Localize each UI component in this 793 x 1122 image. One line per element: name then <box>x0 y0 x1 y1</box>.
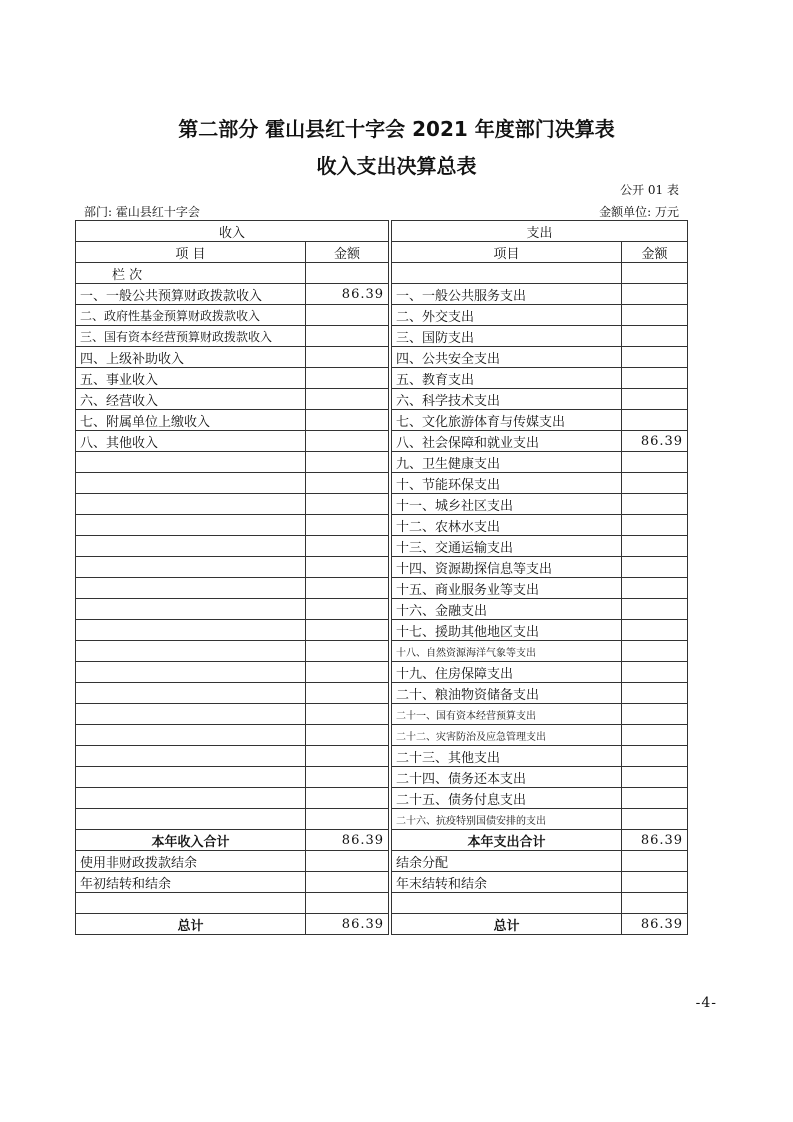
expense-item-cell: 十六、金融支出 <box>392 599 622 620</box>
income-item-cell <box>76 536 306 557</box>
table-row <box>76 788 688 809</box>
expense-amount-cell <box>622 536 688 557</box>
income-item-cell <box>76 662 306 683</box>
column-index-label: 栏 次 <box>76 263 306 284</box>
expense-amount-cell <box>622 494 688 515</box>
expense-amount-cell <box>622 326 688 347</box>
expense-amount-cell <box>622 788 688 809</box>
income-item-cell <box>76 809 306 830</box>
income-amount-cell <box>306 389 389 410</box>
expense-item-cell: 十七、援助其他地区支出 <box>392 620 622 641</box>
nonfiscal-balance-label: 使用非财政拨款结余 <box>76 851 306 872</box>
table-row <box>76 410 688 431</box>
expense-item-cell: 十二、农林水支出 <box>392 515 622 536</box>
expense-item-cell: 二十、粮油物资储备支出 <box>392 683 622 704</box>
income-amount-cell <box>306 725 389 746</box>
income-item-cell: 五、事业收入 <box>76 368 306 389</box>
income-amount-cell <box>306 557 389 578</box>
table-row <box>76 284 688 305</box>
column-header-row <box>76 242 688 263</box>
expense-item-cell: 四、公共安全支出 <box>392 347 622 368</box>
income-amount-cell <box>306 578 389 599</box>
table-row <box>76 662 688 683</box>
table-row <box>76 389 688 410</box>
income-amount-cell <box>306 809 389 830</box>
table-row <box>76 767 688 788</box>
expense-item-cell: 六、科学技术支出 <box>392 389 622 410</box>
income-item-cell <box>76 704 306 725</box>
table-row <box>76 515 688 536</box>
expense-item-cell: 七、文化旅游体育与传媒支出 <box>392 410 622 431</box>
income-item-cell <box>76 473 306 494</box>
expense-item-cell: 八、社会保障和就业支出 <box>392 431 622 452</box>
expense-header: 支出 <box>392 221 688 242</box>
income-item-cell <box>76 788 306 809</box>
expense-item-cell: 三、国防支出 <box>392 326 622 347</box>
income-amount-cell <box>306 494 389 515</box>
income-item-cell <box>76 620 306 641</box>
table-row <box>76 305 688 326</box>
table-row <box>76 746 688 767</box>
form-code: 公开 01 表 <box>620 183 679 197</box>
income-item-cell <box>76 641 306 662</box>
grand-total-row <box>76 914 688 935</box>
income-amount-cell <box>306 326 389 347</box>
income-amount-cell <box>306 410 389 431</box>
table-row <box>76 536 688 557</box>
income-amount-cell <box>306 536 389 557</box>
income-amount-cell <box>306 641 389 662</box>
expense-item-cell: 十五、商业服务业等支出 <box>392 578 622 599</box>
expense-amount-cell <box>622 683 688 704</box>
expense-item-cell: 十、节能环保支出 <box>392 473 622 494</box>
table-row <box>76 725 688 746</box>
expense-item-cell: 十一、城乡社区支出 <box>392 494 622 515</box>
expense-amount-cell <box>622 809 688 830</box>
table-row <box>76 683 688 704</box>
expense-item-cell: 九、卫生健康支出 <box>392 452 622 473</box>
table-title: 收入支出决算总表 <box>316 154 477 178</box>
section-header-row <box>76 221 688 242</box>
document-title: 第二部分 霍山县红十字会 2021 年度部门决算表 <box>178 117 615 141</box>
income-amount-cell <box>306 347 389 368</box>
department-label: 部门: 霍山县红十字会 <box>84 205 200 219</box>
income-amount-cell <box>306 599 389 620</box>
expense-amount-header: 金额 <box>622 242 688 263</box>
table-row <box>76 494 688 515</box>
expense-amount-cell <box>622 452 688 473</box>
grand-total-label-income: 总计 <box>76 914 306 935</box>
table-row <box>76 851 688 872</box>
expense-amount-cell <box>622 515 688 536</box>
grand-total-expense-value: 86.39 <box>622 914 688 935</box>
expense-amount-cell <box>622 410 688 431</box>
expense-amount-cell <box>622 620 688 641</box>
expense-amount-cell <box>622 725 688 746</box>
income-item-cell: 二、政府性基金预算财政拨款收入 <box>76 305 306 326</box>
expense-amount-cell <box>622 347 688 368</box>
income-amount-cell <box>306 368 389 389</box>
column-index-row <box>76 263 688 284</box>
surplus-distribution-label: 结余分配 <box>392 851 622 872</box>
year-expense-total-label: 本年支出合计 <box>392 830 622 851</box>
beginning-balance-label: 年初结转和结余 <box>76 872 306 893</box>
income-item-cell <box>76 683 306 704</box>
ending-balance-label: 年末结转和结余 <box>392 872 622 893</box>
income-amount-header: 金额 <box>306 242 389 263</box>
table-row <box>76 599 688 620</box>
income-item-cell <box>76 767 306 788</box>
table-row <box>76 620 688 641</box>
expense-amount-cell <box>622 368 688 389</box>
income-amount-cell <box>306 452 389 473</box>
expense-amount-cell <box>622 305 688 326</box>
income-amount-cell: 86.39 <box>306 284 389 305</box>
table-row <box>76 872 688 893</box>
page-number: -4- <box>695 995 717 1011</box>
expense-amount-cell <box>622 284 688 305</box>
expense-amount-cell <box>622 557 688 578</box>
table-row <box>76 368 688 389</box>
income-amount-cell <box>306 473 389 494</box>
expense-item-header: 项目 <box>392 242 622 263</box>
table-row <box>76 557 688 578</box>
income-amount-cell <box>306 515 389 536</box>
table-row <box>76 431 688 452</box>
income-expense-table <box>75 220 688 935</box>
table-row <box>76 347 688 368</box>
income-amount-cell <box>306 767 389 788</box>
expense-amount-cell <box>622 704 688 725</box>
year-income-total-value: 86.39 <box>306 830 389 851</box>
table-row <box>76 473 688 494</box>
grand-total-label-expense: 总计 <box>392 914 622 935</box>
expense-item-cell: 二、外交支出 <box>392 305 622 326</box>
income-item-cell: 三、国有资本经营预算财政拨款收入 <box>76 326 306 347</box>
expense-item-cell: 二十三、其他支出 <box>392 746 622 767</box>
table-row <box>76 893 688 914</box>
income-item-cell <box>76 725 306 746</box>
income-item-cell <box>76 599 306 620</box>
expense-item-cell: 十四、资源勘探信息等支出 <box>392 557 622 578</box>
table-row <box>76 641 688 662</box>
table-row <box>76 704 688 725</box>
expense-amount-cell <box>622 578 688 599</box>
expense-item-cell: 一、一般公共服务支出 <box>392 284 622 305</box>
year-income-total-label: 本年收入合计 <box>76 830 306 851</box>
expense-amount-cell <box>622 746 688 767</box>
expense-item-cell: 十八、自然资源海洋气象等支出 <box>392 641 622 662</box>
expense-amount-cell <box>622 662 688 683</box>
income-amount-cell <box>306 704 389 725</box>
income-amount-cell <box>306 788 389 809</box>
income-amount-cell <box>306 305 389 326</box>
income-amount-cell <box>306 683 389 704</box>
income-amount-cell <box>306 431 389 452</box>
income-item-cell <box>76 746 306 767</box>
income-item-cell: 八、其他收入 <box>76 431 306 452</box>
expense-amount-cell <box>622 767 688 788</box>
table-row <box>76 809 688 830</box>
expense-item-cell: 十三、交通运输支出 <box>392 536 622 557</box>
income-amount-cell <box>306 746 389 767</box>
income-item-cell <box>76 557 306 578</box>
income-amount-cell <box>306 662 389 683</box>
table-row <box>76 326 688 347</box>
expense-amount-cell: 86.39 <box>622 431 688 452</box>
income-item-header: 项 目 <box>76 242 306 263</box>
income-item-cell <box>76 494 306 515</box>
income-item-cell: 四、上级补助收入 <box>76 347 306 368</box>
expense-amount-cell <box>622 473 688 494</box>
expense-item-cell: 二十六、抗疫特别国债安排的支出 <box>392 809 622 830</box>
expense-amount-cell <box>622 641 688 662</box>
income-item-cell <box>76 578 306 599</box>
table-row <box>76 578 688 599</box>
expense-amount-cell <box>622 599 688 620</box>
expense-item-cell: 二十五、债务付息支出 <box>392 788 622 809</box>
year-total-row <box>76 830 688 851</box>
grand-total-income-value: 86.39 <box>306 914 389 935</box>
amount-unit-label: 金额单位: 万元 <box>599 205 679 219</box>
year-expense-total-value: 86.39 <box>622 830 688 851</box>
expense-item-cell: 十九、住房保障支出 <box>392 662 622 683</box>
income-amount-cell <box>306 620 389 641</box>
expense-item-cell: 二十二、灾害防治及应急管理支出 <box>392 725 622 746</box>
income-item-cell: 六、经营收入 <box>76 389 306 410</box>
income-item-cell <box>76 452 306 473</box>
income-item-cell: 七、附属单位上缴收入 <box>76 410 306 431</box>
expense-amount-cell <box>622 389 688 410</box>
income-item-cell: 一、一般公共预算财政拨款收入 <box>76 284 306 305</box>
income-item-cell <box>76 515 306 536</box>
income-header: 收入 <box>76 221 389 242</box>
expense-item-cell: 二十一、国有资本经营预算支出 <box>392 704 622 725</box>
expense-item-cell: 五、教育支出 <box>392 368 622 389</box>
expense-item-cell: 二十四、债务还本支出 <box>392 767 622 788</box>
table-row <box>76 452 688 473</box>
